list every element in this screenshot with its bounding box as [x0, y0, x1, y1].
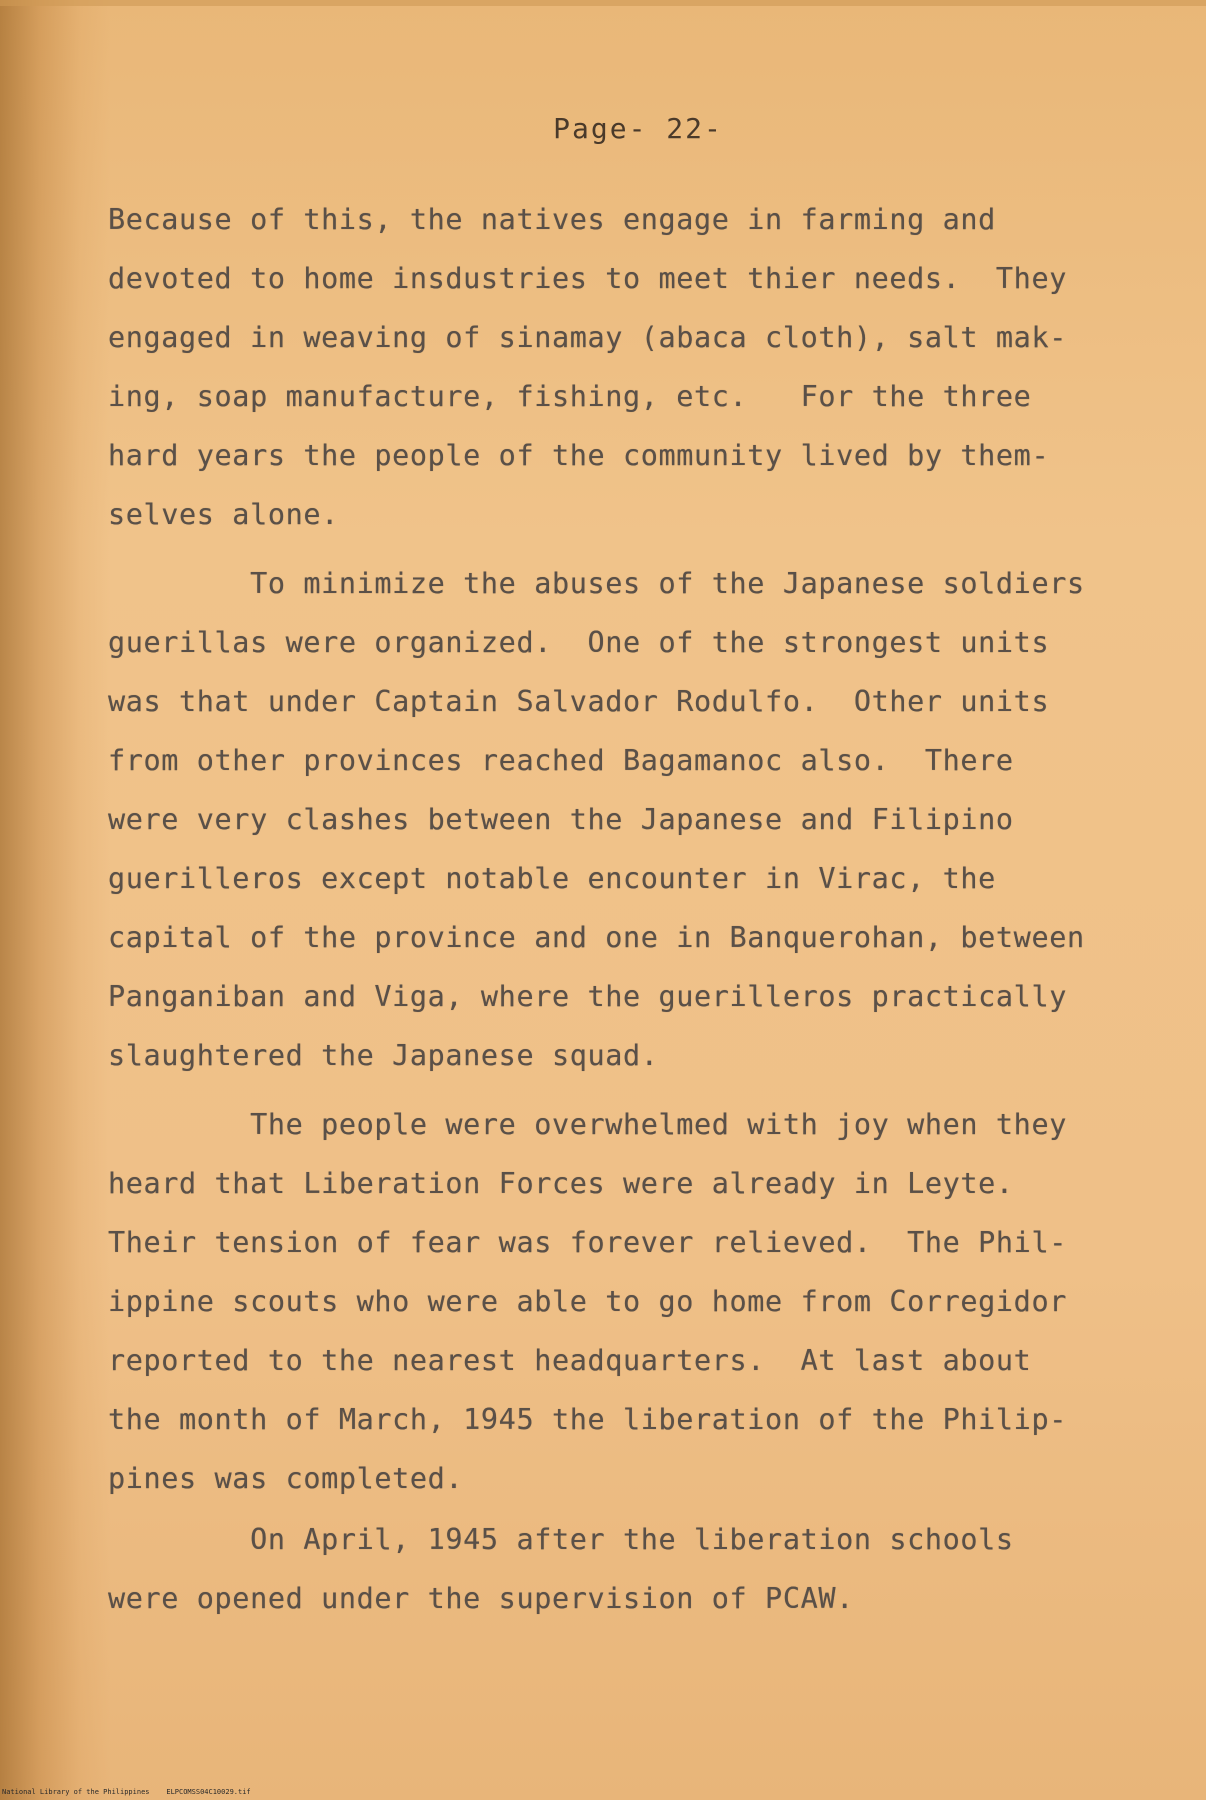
text-line: The people were overwhelmed with joy when they — [108, 1108, 1067, 1141]
text-line: selves alone. — [108, 498, 339, 531]
text-line: ippine scouts who were able to go home from Corregidor — [108, 1285, 1067, 1318]
text-line: ing, soap manufacture, fishing, etc. For the three — [108, 380, 1032, 413]
text-line: the month of March, 1945 the liberation of the Philip- — [108, 1403, 1067, 1436]
text-line: were very clashes between the Japanese and Filipino — [108, 803, 1014, 836]
page-top-edge — [0, 0, 1206, 6]
text-line: On April, 1945 after the liberation schools — [108, 1523, 1014, 1556]
text-line: Panganiban and Viga, where the guerilleros practically — [108, 980, 1067, 1013]
text-line: from other provinces reached Bagamanoc also. There — [108, 744, 1014, 777]
text-line: heard that Liberation Forces were already in Leyte. — [108, 1167, 1014, 1200]
text-line: capital of the province and one in Banquerohan, between — [108, 921, 1085, 954]
page-number: Page- 22- — [553, 112, 723, 145]
text-line: pines was completed. — [108, 1462, 464, 1495]
text-line: were opened under the supervision of PCAW. — [108, 1582, 854, 1615]
text-line: To minimize the abuses of the Japanese soldiers — [108, 567, 1085, 600]
text-line: engaged in weaving of sinamay (abaca cloth), salt mak- — [108, 321, 1067, 354]
text-line: was that under Captain Salvador Rodulfo. Other units — [108, 685, 1050, 718]
scan-footer-caption: National Library of the Philippines ELPCOMSS04C10029.tif — [2, 1788, 251, 1796]
text-line: slaughtered the Japanese squad. — [108, 1039, 659, 1072]
text-line: reported to the nearest headquarters. At last about — [108, 1344, 1032, 1377]
text-line: Their tension of fear was forever relieved. The Phil- — [108, 1226, 1067, 1259]
text-line: guerilleros except notable encounter in Virac, the — [108, 862, 996, 895]
text-line: hard years the people of the community lived by them- — [108, 439, 1050, 472]
text-line: devoted to home insdustries to meet thier needs. They — [108, 262, 1067, 295]
text-line: Because of this, the natives engage in farming and — [108, 203, 996, 236]
text-line: guerillas were organized. One of the strongest units — [108, 626, 1050, 659]
